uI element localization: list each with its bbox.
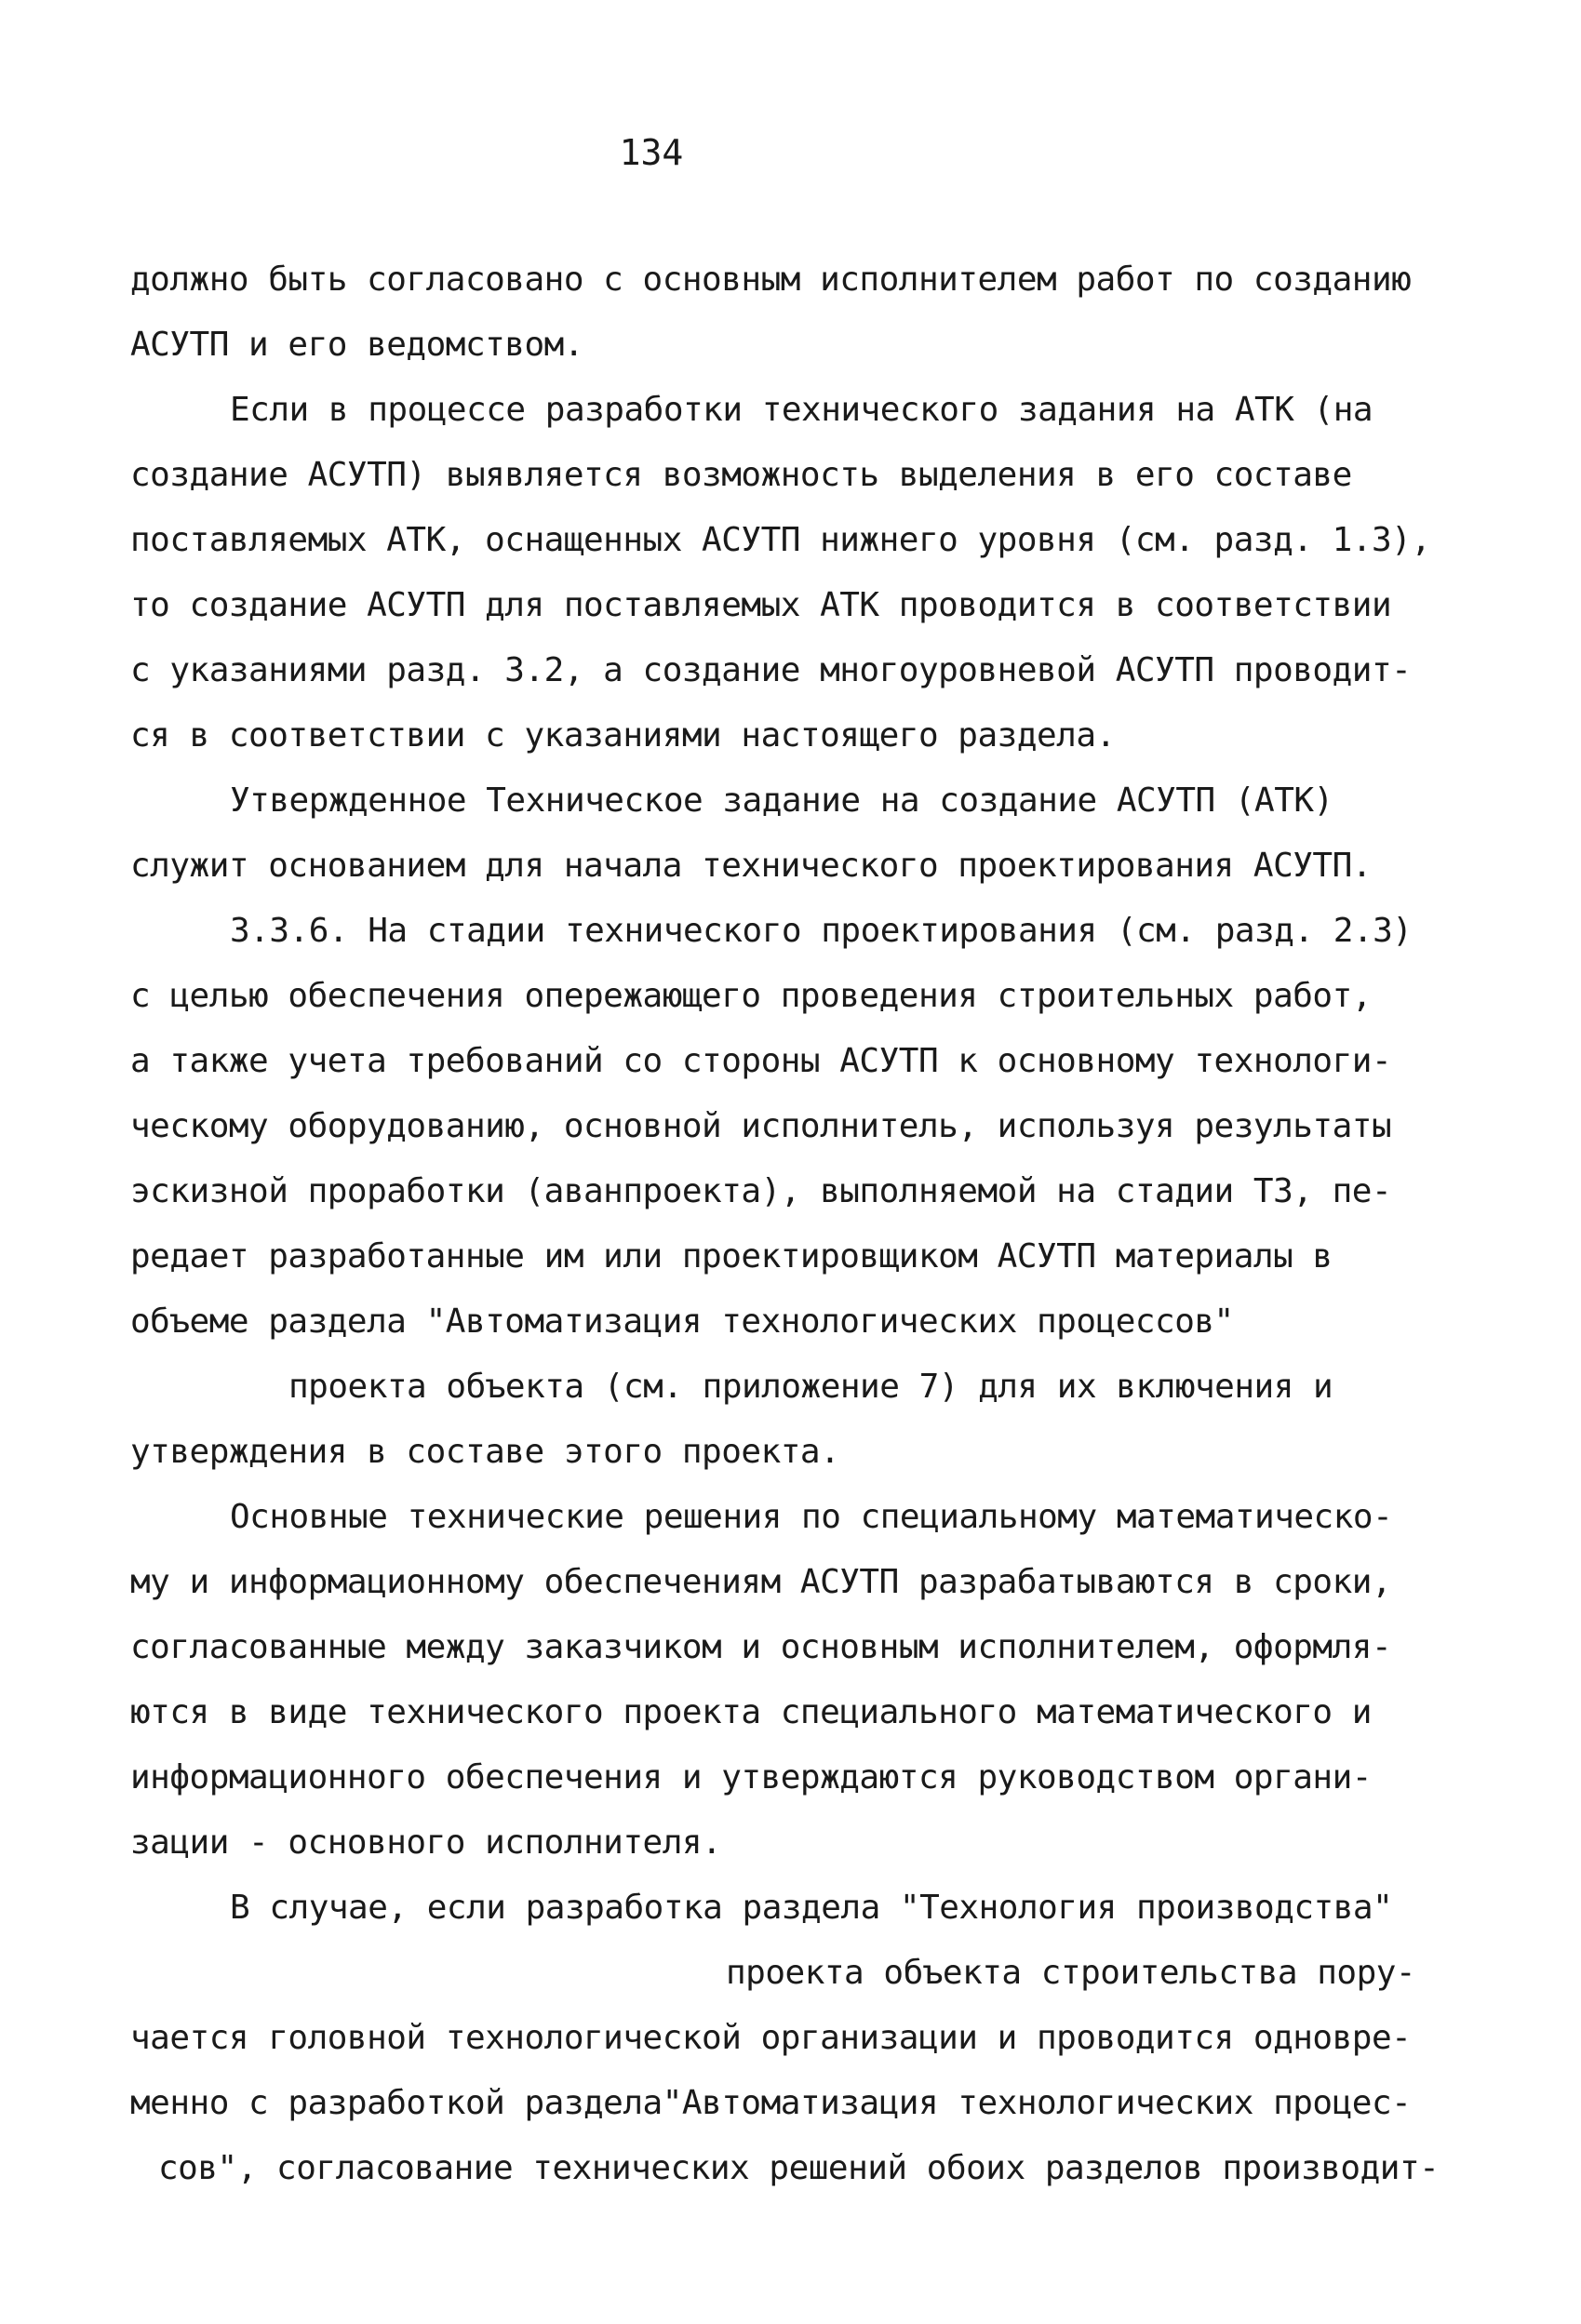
text-line: ся в соответствии с указаниями настоящего раздела. [130, 716, 1116, 755]
text-line: объеме раздела "Автоматизация технологических процессов" [130, 1302, 1234, 1341]
text-line: редает разработанные им или проектировщиком АСУТП материалы в [130, 1237, 1333, 1276]
text-line: проекта объекта (см. приложение 7) для их включения и [288, 1368, 1333, 1406]
text-line: зации - основного исполнителя. [130, 1823, 722, 1862]
text-line: В случае, если разработка раздела "Технология производства" [230, 1889, 1393, 1927]
text-line: информационного обеспечения и утверждаются руководством органи- [130, 1758, 1372, 1796]
text-line: эскизной проработки (аванпроекта), выполняемой на стадии ТЗ, пе- [130, 1172, 1392, 1210]
text-line: с указаниями разд. 3.2, а создание многоуровневой АСУТП проводит- [130, 651, 1412, 689]
text-line: проекта объекта строительства пору- [726, 1954, 1416, 1992]
text-line: создание АСУТП) выявляется возможность выделения в его составе [130, 456, 1352, 494]
text-line: Если в процессе разработки технического задания на АТК (на [230, 391, 1373, 429]
text-line: сов", согласование технических решений обоих разделов производит- [158, 2149, 1440, 2187]
text-line: то создание АСУТП для поставляемых АТК проводится в соответствии [130, 586, 1392, 624]
text-line: поставляемых АТК, оснащенных АСУТП нижнего уровня (см. разд. 1.3), [130, 521, 1431, 559]
text-line: ческому оборудованию, основной исполнитель, используя результаты [130, 1107, 1392, 1145]
text-line: ются в виде технического проекта специального математического и [130, 1693, 1372, 1731]
text-line: чается головной технологической организации и проводится одновре- [130, 2019, 1412, 2057]
text-line: согласованные между заказчиком и основным исполнителем, оформля- [130, 1628, 1392, 1666]
text-line: АСУТП и его ведомством. [130, 326, 583, 364]
text-line: а также учета требований со стороны АСУТП к основному технологи- [130, 1042, 1392, 1080]
text-line: с целью обеспечения опережающего проведения строительных работ, [130, 977, 1372, 1015]
text-line: служит основанием для начала технического проектирования АСУТП. [130, 847, 1372, 885]
text-line: должно быть согласовано с основным исполнителем работ по созданию [130, 260, 1412, 299]
text-line: му и информационному обеспечениям АСУТП разрабатываются в сроки, [130, 1563, 1392, 1601]
text-line: Основные технические решения по специальному математическо- [230, 1498, 1393, 1536]
text-line: Утвержденное Техническое задание на создание АСУТП (АТК) [230, 781, 1333, 820]
text-line: 3.3.6. На стадии технического проектирования (см. разд. 2.3) [230, 912, 1413, 950]
page-number: 134 [619, 132, 684, 173]
text-line: утверждения в составе этого проекта. [130, 1433, 840, 1471]
text-line: менно с разработкой раздела"Автоматизация технологических процес- [130, 2084, 1412, 2122]
